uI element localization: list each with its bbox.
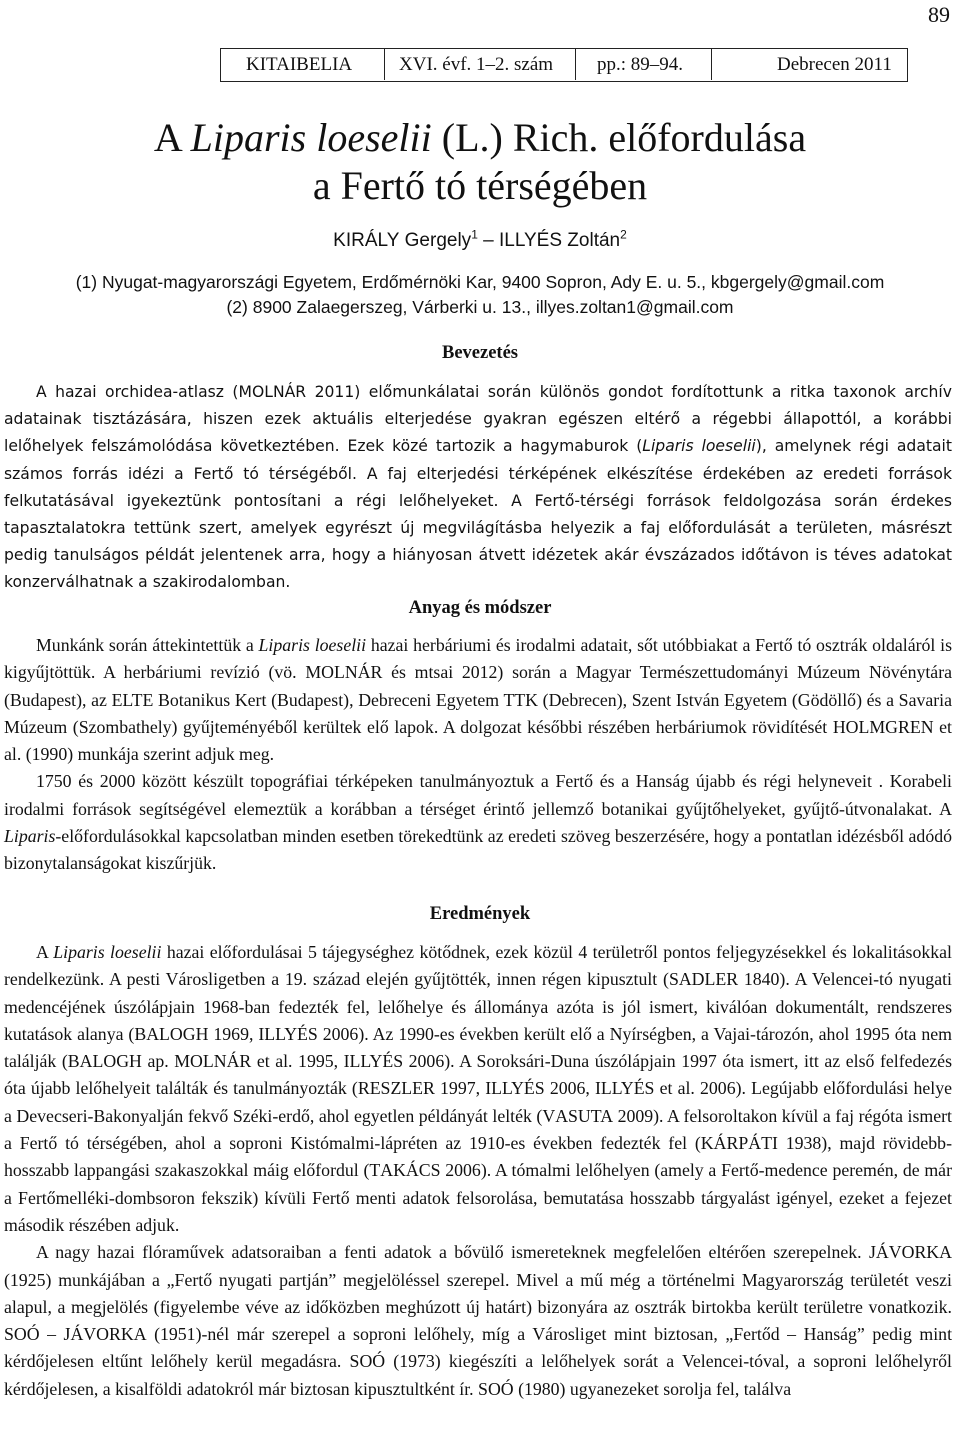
header-divider [575,49,576,80]
methods-paragraph-2: 1750 és 2000 között készült topográfiai térképeken tanulmányoztuk a Fertő és a Hanság újabb és régi helyneveit . Korabeli irodalmi források segítségével elemeztük a korábban a térséget érintő jellemző botanikai gyűjtőhelyeket, gyűjtő-útvonalakat. A Liparis-előfordulásokkal kapcsolatban minden esetben törekedtünk az eredeti szöveg beszerzésére, hogy a pontatlan idézésből adódó bizonytalanságokat kiszűrjük. [4,771,952,874]
section-heading-intro: Bevezetés [441,343,518,363]
journal-place-year: Debrecen 2011 [777,54,892,75]
methods-paragraph-1: Munkánk során áttekintettük a Liparis loeselii hazai herbáriumi és irodalmi adatait, sőt utóbbiakat a Fertő tó osztrák oldaláról is kigyűjtöttük. A herbáriumi revízió (vö. MOLNÁR és mtsai 2012) során a Magyar Természettudományi Múzeum Növénytára (Budapest), az ELTE Botanikus Kert (Budapest), Debreceni Egyetem TTK (Debrecen), Szent István Egyetem (Gödöllő) és a Savaria Múzeum (Szombathely) gyűjteményéből kerültek elő lapok. A dolgozat későbbi részében herbáriumok rövidítését HOLMGREN et al. (1990) munkája szerint adjuk meg. [4,635,953,765]
journal-name: KITAIBELIA [246,54,353,75]
author-line: KIRÁLY Gergely$^1$ – ILLYÉS Zoltán$^2$ [333,227,627,251]
affiliation-1: (1) Nyugat-magyarországi Egyetem, Erdőmérnöki Kar, 9400 Sopron, Ady E. u. 5., kbgergely@gmail.com [75,272,885,292]
article-title-line-1: A Liparis loeselii (L.) Rich. előfordulása [153,115,807,160]
methods-text [4,632,952,878]
results-text [4,939,952,1403]
article-title-line-2: a Fertő tó térségében [312,163,648,208]
running-header [220,48,908,82]
section-heading-methods: Anyag és módszer [408,598,552,618]
page-number: 89 [928,2,950,27]
affiliation-2: (2) 8900 Zalaegerszeg, Várberki u. 13., illyes.zoltan1@gmail.com [226,297,734,317]
results-paragraph-1: A Liparis loeselii hazai előfordulásai 5 tájegységhez kötődnek, ezek közül 4 területről pontos feljegyzésekkel és lokalitásokkal rendelkezünk. A pesti Városligetben a 19. század elején gyűjtötték, innen régen kipusztult (SADLER 1840). A Velencei-tó nyugati medencéjének úszólápjain 1968-ban fedezték fel, lelőhelye és állománya azóta is jól ismert, kiválóan dokumentált, rendszeres kutatások alanya (BALOGH 1969, ILLYÉS 2006). Az 1990-es években került elő a Nyírségben, a Vajai-tározón, ahol 1995 óta nem találják (BALOGH ap. MOLNÁR et al. 1995, ILLYÉS 2006). A Soroksári-Duna úszólápjain 1997 óta ismert, itt az első felfedezés óta újabb lelőhelyeit találták és tanulmányozták (RESZLER 1997, ILLYÉS 2006, ILLYÉS et al. 2006). Legújabb előfordulási helye a Devecseri-Bakonyalján fekvő Széki-erdő, ahol egyetlen példányát lelték (VASUTA 2009). A felsoroltakon kívül a faj régóta ismert a Fertő tó térségében, ahol a soproni Kistómalmi-lápréten az 1910-es években fedezték fel (KÁRPÁTI 1938), majd rövidebb-hosszabb lappangási szakaszokkal máig előfordul (TAKÁCS 2006). A tómalmi lelőhelyen (amely a Fertő-medence peremén, de már a Fertőmelléki-dombsoron fekszik) kívüli Fertő menti adatok felsorolása, bemutatása hosszabb tárgyalást igényel, ezeket a fejezet második részében adjuk. [4,942,952,1235]
header-divider [711,49,712,80]
section-heading-results: Eredmények [429,904,531,924]
header-divider [384,49,385,80]
intro-paragraph: A hazai orchidea-atlasz (MOLNÁR 2011) előmunkálatai során különös gondot fordítottunk a ritka taxonok archív adatainak tisztázására, hiszen ezek aktuális elterjedése gyakran egészen eltérő a régebbi állapottól, a korábbi lelőhelyek felszámolódása következtében. Ezek közé tartozik a hagymaburok (Liparis loeselii), amelynek régi adatait számos forrás idézi a Fertő tó térségéből. A faj elterjedési térképének elkészítése érdekében az eredeti források felkutatásával igyekeztünk pontosítani a régi lelőhelyeket. A Fertő-térségi források feldolgozása során érdekes tapasztalatokra tettünk szert, amelyek egyrészt új megvilágításba helyezik a faj előfordulását a területen, másrészt pedig tanulságos példát jelentenek arra, hogy a hiányosan átvett idézetek akár évszázados időtávon is téves adatokat konzerválhatnak a szakirodalomban. [4,383,953,592]
journal-pages: pp.: 89–94. [597,54,684,75]
results-paragraph-2: A nagy hazai flóraművek adatsoraiban a fenti adatok a bővülő ismereteknek megfelelően eltérően szerepelnek. JÁVORKA (1925) munkájában a „Fertő nyugati partján” megjelöléssel szerepel. Mivel a mű még a történelmi Magyarország területét veszi alapul, a megjelölés (figyelembe véve az időközben meghúzott új határt) bizonyára az osztrák birtokba került területre vonatkozik. SOÓ – JÁVORKA (1951)-nél már szerepel a soproni lelőhely, míg a Városliget mint biztosan, „Fertőd – Hanság” pedig mint kérdőjelesen eltűnt lelőhely kerül megadásra. SOÓ (1973) kiegészíti a lelőhelyek sorát a Velencei-tóval, a soproni lelőhelyről kérdőjelesen, a kisalföldi adatokról már biztosan kipusztultként ír. SOÓ (1980) ugyanezeket sorolja fel, találva [4,1242,953,1399]
journal-volume: XVI. évf. 1–2. szám [399,54,554,75]
